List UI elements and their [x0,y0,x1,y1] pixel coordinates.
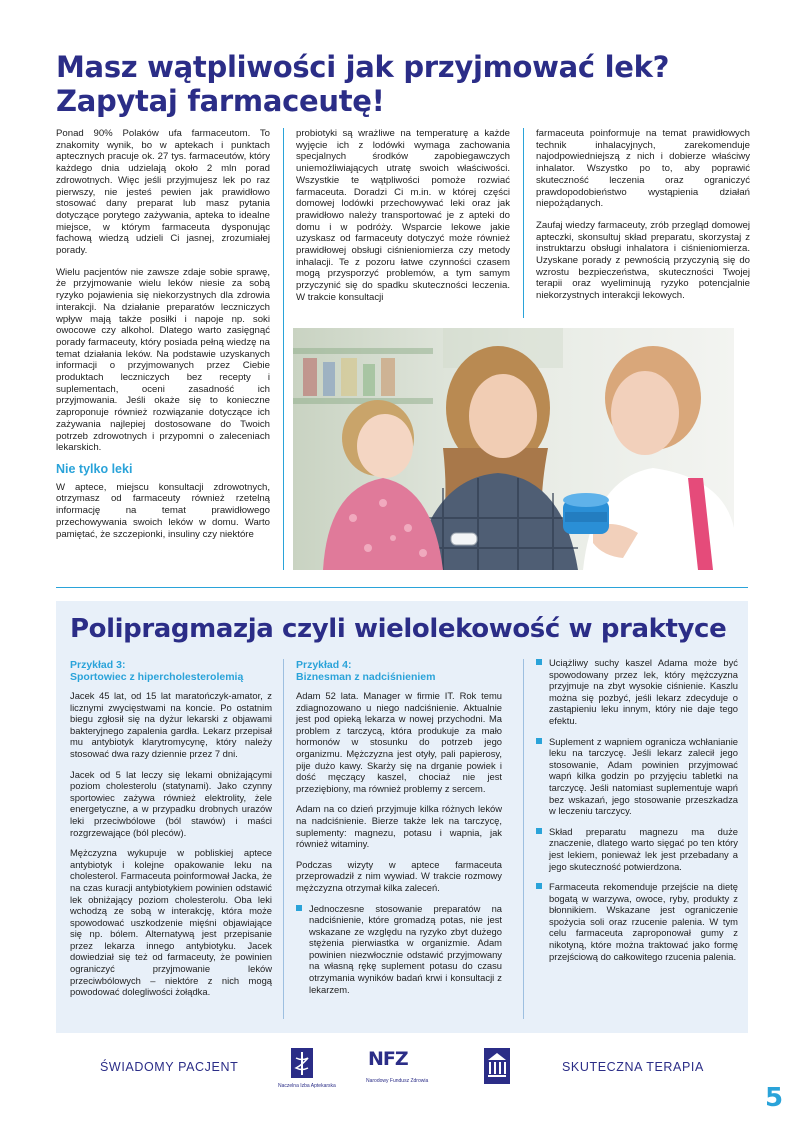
ministry-logo [484,1048,510,1089]
footer-slogan-right: SKUTECZNA TERAPIA [562,1060,704,1074]
example-subtitle: Sportowiec z hipercholesterolemią [70,671,244,683]
column-divider [523,659,524,1019]
page-title: Masz wątpliwości jak przyjmować lek? Zapytaj farmaceutę! [56,50,670,118]
article-column-1 [56,128,270,550]
nfz-logo [366,1048,429,1084]
recommendation-list [536,657,738,962]
list-item: Skład preparatu magnezu ma duże znaczenie, dlatego warto sięgać po ten który jest lekiem, ponieważ lek jest przebadany a jego skuteczność potwierdzona. [536,826,738,872]
paragraph: Jacek od 5 lat leczy się lekami obniżającymi poziom cholesterolu (statynami). Jako czynny sportowiec zażywa również elektrolity, żele energetyczne, a w przypadku drobnych urazów leki przeciwbólowe (ból stawów) i maści rozgrzewające (ból pleców). [70,768,272,838]
box-column-2 [296,659,502,1004]
paragraph: Adam na co dzień przyjmuje kilka różnych leków na nadciśnienie. Bierze także lek na tarczycę, suplementy: magnezu, potasu i wapnia, jak również witaminy. [296,803,502,850]
example-subtitle: Biznesman z nadciśnieniem [296,671,436,683]
paragraph: Jacek 45 lat, od 15 lat maratończyk-amator, z licznymi zwycięstwami na koncie. Po ostatnim biegu zgłosił się na dyżur lekarski z objawami bakteryjnego zapalenia gardła. Lekarz przepisał mu antybiotyk klarytromycynę, który należy stosować dwa razy dziennie przez 7 dni. [70,690,272,759]
article-column-3 [536,128,750,312]
list-item: Jednoczesne stosowanie preparatów na nadciśnienie, które gromadzą potas, nie jest wskazane ze względu na ryzyko zbyt dużego stężenia pierwiastka w organizmie. Adam powinien niezwłocznie odstawić przyjmowany na własną rękę suplement potasu do czasu otrzymania wyników badań krwi i konsultacji z lekarzem. [296,903,502,996]
nia-logo [278,1048,336,1089]
paragraph: Wielu pacjentów nie zawsze zdaje sobie sprawę, że przyjmowanie wielu leków niesie za sobą ryzyko pojawienia się niekorzystnych dla zdrowia interakcji. Na działanie preparatów leczniczych wpływ mają także posiłki i napoje np. soki owocowe czy alkohol. Dlatego warto zasięgnąć porady farmaceuty, który posiada pełną wiedzę na temat działania leków. Na podstawie uzyskanych informacji o przyjmowanych przez Ciebie produktach leczniczych bez recepty i suplementach, oceni zasadność ich przyjmowania. Jeśli okaże się to konieczne zaproponuje również rozwiązanie dotyczące ich zażywania najlepiej dostosowane do Twoich potrzeb zdrowotnych i przypomni o zaleceniach lekarskich. [56,266,270,454]
caduceus-icon [282,1048,322,1080]
box-title: Polipragmazja czyli wielolekowość w praktyce [70,614,727,644]
footer [0,1040,800,1100]
building-icon [484,1048,510,1084]
paragraph: Adam 52 lata. Manager w firmie IT. Rok temu zdiagnozowano u niego nadciśnienie. Aktualnie jest pod opieką lekarza w nowej przychodni. Ma problem z tarczycą, która produkuje za mało hormonów w stosunku do potrzeb jego organizmu. Mężczyzna jest otyły, pali papierosy, pije dużo kawy. Skarży się na drganie powiek i dość męczący kaszel, chociaż nie jest przeziębiony, ma również problemy z sercem. [296,690,502,794]
paragraph: Zaufaj wiedzy farmaceuty, zrób przegląd domowej apteczki, skonsultuj skład preparatu, skorzystaj z instruktarzu obsługi inhalatora i ciśnieniomierza. Uzyskane porady z pewnością przyczynią się do wzrostu bezpieczeństwa, skuteczności Twojej terapii oraz wyeliminują ryzyko potencjalnie niekorzystnych interakcji lekowych. [536,219,750,302]
paragraph: Podczas wizyty w aptece farmaceuta przeprowadził z nim wywiad. W trakcie rozmowy mężczyzna otrzymał kilka zaleceń. [296,858,502,893]
list-item: Suplement z wapniem ogranicza wchłanianie leku na tarczycę. Jeśli lekarz zalecił jego stosowanie, Adam powinien przyjmować wapń kilka godzin po przyjęciu tabletki na tarczycę. Jeśli natomiast suplementuje wapń bez wskazań, jego stosowanie przeszkadza w leczeniu tarczycy. [536,736,738,817]
example-heading [296,659,502,683]
paragraph: Mężczyzna wykupuje w pobliskiej aptece antybiotyk i kolejne opakowanie leku na cholesterol. Farmaceuta poinformował Jacka, że na czas kuracji antybiotykiem powinien odstawić lek obniżający poziom cholesterolu. Oba leki wchodzą ze sobą w interakcję, która może spowodować uszkodzenie mięśni objawiające się np. bólem. Alternatywą jest przepisanie przez lekarza innego antybiotyku. Jacek dowiedział się też od farmaceuty, że powinien ograniczyć przyjmowanie leków przeciwbólowych – niektóre z nich mogą powodować dolegliwości żołądka. [70,847,272,998]
paragraph: farmaceuta poinformuje na temat prawidłowych technik inhalacyjnych, zarekomenduje najodpowiedniejszą z nich i dobierze właściwy inhalator. Wszystko po to, aby poprawić skuteczność leczenia oraz ograniczyć prawdopodobieństwo wystąpienia działań niepożądanych. [536,128,750,210]
column-divider [283,659,284,1019]
logo-caption: Naczelna Izba Aptekarska [278,1083,336,1089]
example-number: Przykład 3: [70,659,126,671]
box-column-3 [536,657,738,971]
list-item: Uciążliwy suchy kaszel Adama może być spowodowany przez lek, który mężczyzna przyjmuje na zbyt wysokie ciśnienie. Kaszlu można się pozbyć, jeśli lekarz zdecyduje o zastąpieniu leku innym, który nie daje tego efektu. [536,657,738,727]
nfz-wordmark: NFZ [368,1048,408,1070]
paragraph: W aptece, miejscu konsultacji zdrowotnych, otrzymasz od farmaceuty również rzetelną informację na temat prawidłowego przechowywania swoich leków w domu. Warto pamiętać, że szczepionki, insuliny czy niektóre [56,481,270,540]
article-column-2 [296,128,510,314]
list-item: Farmaceuta rekomenduje przejście na dietę bogatą w warzywa, owoce, ryby, produkty z błonnikiem. Wskazane jest ograniczenie spożycia soli oraz rzucenie palenia. W tym celu farmaceuta zaproponował gumy z nikotyną, które można traktować jako formę przejściową do całkowitego rzucenia palenia. [536,881,738,962]
example-number: Przykład 4: [296,659,352,671]
example-heading [70,659,272,683]
column-divider [283,128,284,570]
paragraph: probiotyki są wrażliwe na temperaturę a każde wyjęcie ich z lodówki wymaga zachowania specjalnych środków zapobiegawczych uniemożliwiających utratę swoich właściwości. Wszystkie te wątpliwości pomoże rozwiać farmaceuta. Doradzi Ci m.in. w której części domowej lodówki przechowywać leki oraz jak prawidłowo należy transportować je z apteki do domu i w podróży. Wsparcie lekowe jakie uzyskasz od farmaceuty dotyczyć może również prawidłowej obsługi ciśnieniomierza czy metody inhalacji. Te z pozoru łatwe czynności czasem mogą przysporzyć problemów, a tym samym przyczynić się do spadku skuteczności leczenia. W trakcie konsultacji [296,128,510,303]
box-column-1 [70,659,272,1007]
section-divider [56,587,748,588]
recommendation-list [296,903,502,996]
column-divider [523,128,524,318]
paragraph: Ponad 90% Polaków ufa farmaceutom. To znakomity wynik, bo w aptekach i punktach aptecznych pracuje ok. 27 tys. farmaceutów, który każdego dnia udzielają około 2 mln porad zdrowotnych. Więc jeśli przyjmujesz lek po raz pierwszy, nie jesteś pewien jak prawidłowo stosować dany preparat lub masz pytania dotyczące porytego zażywania, apteka to idealne miejsce, w którym farmaceuta dysponując fachową wiedzą udzieli Ci jasnej, zrozumiałej porady. [56,128,270,257]
pharmacy-photo [293,328,734,570]
page-number: 5 [765,1083,784,1113]
logo-caption: Narodowy Fundusz Zdrowia [366,1078,429,1084]
footer-slogan-left: ŚWIADOMY PACJENT [100,1060,239,1074]
section-heading: Nie tylko leki [56,461,133,476]
